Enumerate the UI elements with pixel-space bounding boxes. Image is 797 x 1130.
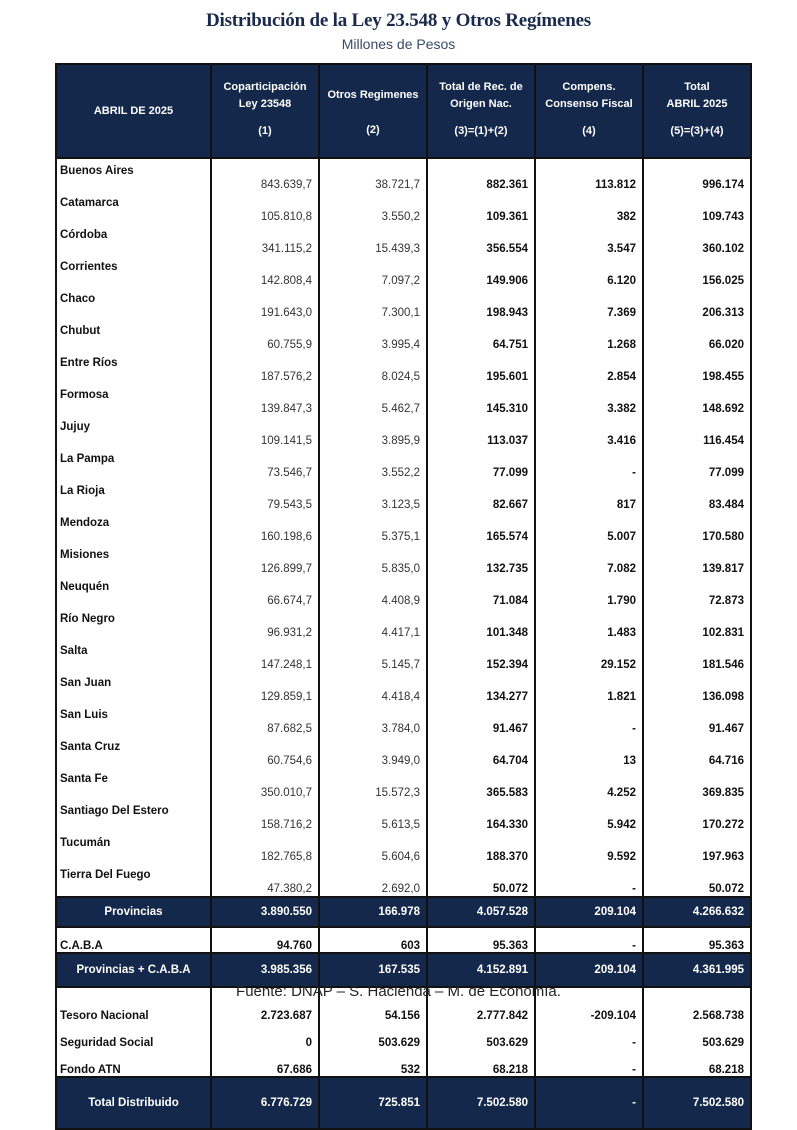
otros-regimenes-cell: 54.156 — [319, 987, 427, 1022]
otros-regimenes-cell: 167.535 — [319, 953, 427, 987]
otros-regimenes-cell: 5.145,7 — [319, 640, 427, 672]
compens-consenso-cell: 1.483 — [535, 608, 643, 640]
total-distribuido-row — [56, 1077, 751, 1129]
total-abril-cell: 170.580 — [643, 512, 751, 544]
total-origen-nac-cell: 64.704 — [427, 736, 535, 768]
total-abril-cell: 148.692 — [643, 384, 751, 416]
otros-regimenes-cell: 5.462,7 — [319, 384, 427, 416]
row-label: Tucumán — [56, 832, 211, 864]
total-abril-cell: 170.272 — [643, 800, 751, 832]
otros-regimenes-cell: 15.439,3 — [319, 224, 427, 256]
compens-consenso-cell: 13 — [535, 736, 643, 768]
coparticipacion-cell: 341.115,2 — [211, 224, 319, 256]
total-abril-cell: 156.025 — [643, 256, 751, 288]
total-abril-cell: 91.467 — [643, 704, 751, 736]
compens-consenso-cell: 9.592 — [535, 832, 643, 864]
row-label: Buenos Aires — [56, 158, 211, 192]
row-label: Salta — [56, 640, 211, 672]
total-abril-cell: 996.174 — [643, 158, 751, 192]
table-row — [56, 704, 751, 736]
otros-regimenes-cell: 3.123,5 — [319, 480, 427, 512]
otros-regimenes-cell: 3.895,9 — [319, 416, 427, 448]
column-header-label: Otros Regimenes — [327, 89, 419, 101]
total-origen-nac-cell: 145.310 — [427, 384, 535, 416]
row-label: San Luis — [56, 704, 211, 736]
row-label: La Rioja — [56, 480, 211, 512]
total-abril-cell: 4.266.632 — [643, 897, 751, 927]
column-header-formula: (5)=(3)+(4) — [670, 125, 724, 137]
total-origen-nac-cell: 4.152.891 — [427, 953, 535, 987]
compens-consenso-cell: 382 — [535, 192, 643, 224]
page-title: Distribución de la Ley 23.548 y Otros Regímenes — [205, 10, 591, 31]
row-label: Total Distribuido — [56, 1077, 211, 1129]
table-row — [56, 864, 751, 897]
table-row — [56, 224, 751, 256]
total-abril-cell: 83.484 — [643, 480, 751, 512]
otros-regimenes-cell: 15.572,3 — [319, 768, 427, 800]
otros-regimenes-cell: 5.375,1 — [319, 512, 427, 544]
coparticipacion-cell: 67.686 — [211, 1049, 319, 1077]
row-label: Santa Fe — [56, 768, 211, 800]
compens-consenso-cell: 113.812 — [535, 158, 643, 192]
column-header-label: ABRIL DE 2025 — [93, 105, 174, 117]
table-row — [56, 832, 751, 864]
total-abril-cell: 102.831 — [643, 608, 751, 640]
otros-regimenes-cell: 7.300,1 — [319, 288, 427, 320]
table-row — [56, 256, 751, 288]
total-origen-nac-cell: 365.583 — [427, 768, 535, 800]
source-footer: Fuente: DNAP – S. Hacienda – M. de Economía. — [236, 983, 561, 1000]
table-row — [56, 800, 751, 832]
total-abril-cell: 136.098 — [643, 672, 751, 704]
total-origen-nac-cell: 50.072 — [427, 864, 535, 897]
coparticipacion-cell: 6.776.729 — [211, 1077, 319, 1129]
column-header-formula: (3)=(1)+(2) — [454, 125, 508, 137]
coparticipacion-cell: 182.765,8 — [211, 832, 319, 864]
row-label: Jujuy — [56, 416, 211, 448]
otros-regimenes-cell: 503.629 — [319, 1022, 427, 1049]
otros-regimenes-cell: 3.995,4 — [319, 320, 427, 352]
column-header-otros-regimenes — [319, 64, 427, 158]
total-origen-nac-cell: 71.084 — [427, 576, 535, 608]
total-abril-cell: 68.218 — [643, 1049, 751, 1077]
row-label: Provincias + C.A.B.A — [56, 953, 211, 987]
table-row — [56, 448, 751, 480]
otros-regimenes-cell: 4.408,9 — [319, 576, 427, 608]
compens-consenso-cell: - — [535, 448, 643, 480]
total-abril-cell: 95.363 — [643, 927, 751, 953]
table-row — [56, 736, 751, 768]
total-origen-nac-cell: 95.363 — [427, 927, 535, 953]
provinces-body — [56, 158, 751, 897]
total-origen-nac-cell: 134.277 — [427, 672, 535, 704]
row-label: Santa Cruz — [56, 736, 211, 768]
compens-consenso-cell: - — [535, 1049, 643, 1077]
otros-regimenes-cell: 5.604,6 — [319, 832, 427, 864]
total-abril-cell: 181.546 — [643, 640, 751, 672]
coparticipacion-cell: 66.674,7 — [211, 576, 319, 608]
column-header-label: Total de Rec. de Origen Nac. — [439, 81, 523, 110]
row-label: Provincias — [56, 897, 211, 927]
summary-body — [56, 897, 751, 1129]
coparticipacion-cell: 191.643,0 — [211, 288, 319, 320]
total-origen-nac-cell: 68.218 — [427, 1049, 535, 1077]
table-row — [56, 608, 751, 640]
provincias-total-row — [56, 897, 751, 927]
compens-consenso-cell: 3.547 — [535, 224, 643, 256]
total-abril-cell: 109.743 — [643, 192, 751, 224]
row-label: Tierra Del Fuego — [56, 864, 211, 897]
total-origen-nac-cell: 77.099 — [427, 448, 535, 480]
coparticipacion-cell: 94.760 — [211, 927, 319, 953]
row-label: Catamarca — [56, 192, 211, 224]
column-header-formula: (2) — [366, 124, 380, 136]
row-label: Entre Ríos — [56, 352, 211, 384]
table-row — [56, 192, 751, 224]
otros-regimenes-cell: 3.552,2 — [319, 448, 427, 480]
total-abril-cell: 66.020 — [643, 320, 751, 352]
row-label: Seguridad Social — [56, 1022, 211, 1049]
coparticipacion-cell: 0 — [211, 1022, 319, 1049]
page-subtitle: Millones de Pesos — [341, 36, 456, 52]
coparticipacion-cell: 60.754,6 — [211, 736, 319, 768]
total-abril-cell: 72.873 — [643, 576, 751, 608]
column-header-label: Compens. Consenso Fiscal — [545, 81, 633, 110]
coparticipacion-cell: 109.141,5 — [211, 416, 319, 448]
compens-consenso-cell: 1.790 — [535, 576, 643, 608]
table-row — [56, 512, 751, 544]
otros-regimenes-cell: 38.721,7 — [319, 158, 427, 192]
coparticipacion-cell: 3.985.356 — [211, 953, 319, 987]
coparticipacion-cell: 3.890.550 — [211, 897, 319, 927]
total-origen-nac-cell: 882.361 — [427, 158, 535, 192]
total-origen-nac-cell: 7.502.580 — [427, 1077, 535, 1129]
caba-row — [56, 927, 751, 953]
coparticipacion-cell: 47.380,2 — [211, 864, 319, 897]
compens-consenso-cell: - — [535, 704, 643, 736]
total-abril-cell: 503.629 — [643, 1022, 751, 1049]
compens-consenso-cell: 1.821 — [535, 672, 643, 704]
total-origen-nac-cell: 149.906 — [427, 256, 535, 288]
total-abril-cell: 7.502.580 — [643, 1077, 751, 1129]
coparticipacion-cell: 187.576,2 — [211, 352, 319, 384]
total-abril-cell: 197.963 — [643, 832, 751, 864]
otros-regimenes-cell: 8.024,5 — [319, 352, 427, 384]
coparticipacion-cell: 158.716,2 — [211, 800, 319, 832]
coparticipacion-cell: 105.810,8 — [211, 192, 319, 224]
total-abril-cell: 139.817 — [643, 544, 751, 576]
total-origen-nac-cell: 198.943 — [427, 288, 535, 320]
row-label: Chubut — [56, 320, 211, 352]
compens-consenso-cell: - — [535, 1022, 643, 1049]
coparticipacion-cell: 79.543,5 — [211, 480, 319, 512]
table-row — [56, 288, 751, 320]
coparticipacion-cell: 160.198,6 — [211, 512, 319, 544]
total-origen-nac-cell: 82.667 — [427, 480, 535, 512]
otros-regimenes-cell: 3.550,2 — [319, 192, 427, 224]
row-label: Río Negro — [56, 608, 211, 640]
coparticipacion-cell: 350.010,7 — [211, 768, 319, 800]
otros-regimenes-cell: 725.851 — [319, 1077, 427, 1129]
row-label: Tesoro Nacional — [56, 987, 211, 1022]
compens-consenso-cell: 5.942 — [535, 800, 643, 832]
row-label: Córdoba — [56, 224, 211, 256]
table-header-row — [56, 64, 751, 158]
coparticipacion-cell: 129.859,1 — [211, 672, 319, 704]
table-row — [56, 576, 751, 608]
total-abril-cell: 50.072 — [643, 864, 751, 897]
compens-consenso-cell: 7.369 — [535, 288, 643, 320]
otros-regimenes-cell: 3.949,0 — [319, 736, 427, 768]
table-row — [56, 158, 751, 192]
column-header-formula: (4) — [582, 125, 596, 137]
table-row — [56, 1049, 751, 1077]
total-origen-nac-cell: 188.370 — [427, 832, 535, 864]
coparticipacion-cell: 60.755,9 — [211, 320, 319, 352]
compens-consenso-cell: - — [535, 1077, 643, 1129]
total-origen-nac-cell: 503.629 — [427, 1022, 535, 1049]
row-label: La Pampa — [56, 448, 211, 480]
otros-regimenes-cell: 2.692,0 — [319, 864, 427, 897]
coparticipacion-cell: 73.546,7 — [211, 448, 319, 480]
column-header-total-abril — [643, 64, 751, 158]
coparticipacion-cell: 843.639,7 — [211, 158, 319, 192]
provincias-caba-total-row — [56, 953, 751, 987]
compens-consenso-cell: 3.416 — [535, 416, 643, 448]
otros-regimenes-cell: 4.418,4 — [319, 672, 427, 704]
total-origen-nac-cell: 132.735 — [427, 544, 535, 576]
column-header-compens-consenso-fiscal — [535, 64, 643, 158]
otros-regimenes-cell: 532 — [319, 1049, 427, 1077]
total-origen-nac-cell: 152.394 — [427, 640, 535, 672]
otros-regimenes-cell: 5.835,0 — [319, 544, 427, 576]
total-abril-cell: 360.102 — [643, 224, 751, 256]
compens-consenso-cell: - — [535, 864, 643, 897]
total-origen-nac-cell: 113.037 — [427, 416, 535, 448]
row-label: San Juan — [56, 672, 211, 704]
total-origen-nac-cell: 101.348 — [427, 608, 535, 640]
compens-consenso-cell: 209.104 — [535, 897, 643, 927]
row-label: Santiago Del Estero — [56, 800, 211, 832]
table-row — [56, 352, 751, 384]
column-header-coparticipacion — [211, 64, 319, 158]
otros-regimenes-cell: 166.978 — [319, 897, 427, 927]
table-row — [56, 768, 751, 800]
compens-consenso-cell: 209.104 — [535, 953, 643, 987]
row-label: C.A.B.A — [56, 927, 211, 953]
table-row — [56, 480, 751, 512]
otros-regimenes-cell: 4.417,1 — [319, 608, 427, 640]
compens-consenso-cell: -209.104 — [535, 987, 643, 1022]
otros-regimenes-cell: 3.784,0 — [319, 704, 427, 736]
compens-consenso-cell: 5.007 — [535, 512, 643, 544]
total-origen-nac-cell: 64.751 — [427, 320, 535, 352]
compens-consenso-cell: 4.252 — [535, 768, 643, 800]
total-origen-nac-cell: 164.330 — [427, 800, 535, 832]
coparticipacion-cell: 96.931,2 — [211, 608, 319, 640]
coparticipacion-cell: 126.899,7 — [211, 544, 319, 576]
table-row — [56, 640, 751, 672]
otros-regimenes-cell: 5.613,5 — [319, 800, 427, 832]
total-origen-nac-cell: 165.574 — [427, 512, 535, 544]
column-header-formula: (1) — [258, 125, 272, 137]
table-row — [56, 1022, 751, 1049]
total-abril-cell: 206.313 — [643, 288, 751, 320]
compens-consenso-cell: - — [535, 927, 643, 953]
otros-regimenes-cell: 603 — [319, 927, 427, 953]
row-label: Mendoza — [56, 512, 211, 544]
column-header-label: Coparticipación Ley 23548 — [223, 81, 307, 110]
total-origen-nac-cell: 2.777.842 — [427, 987, 535, 1022]
total-abril-cell: 116.454 — [643, 416, 751, 448]
column-header-total-origen-nac — [427, 64, 535, 158]
row-label: Neuquén — [56, 576, 211, 608]
table-row — [56, 544, 751, 576]
row-label: Corrientes — [56, 256, 211, 288]
row-label: Fondo ATN — [56, 1049, 211, 1077]
total-abril-cell: 369.835 — [643, 768, 751, 800]
row-label: Formosa — [56, 384, 211, 416]
row-label: Chaco — [56, 288, 211, 320]
otros-regimenes-cell: 7.097,2 — [319, 256, 427, 288]
compens-consenso-cell: 3.382 — [535, 384, 643, 416]
total-origen-nac-cell: 4.057.528 — [427, 897, 535, 927]
compens-consenso-cell: 1.268 — [535, 320, 643, 352]
table-row — [56, 416, 751, 448]
total-abril-cell: 64.716 — [643, 736, 751, 768]
column-header-period — [56, 64, 211, 158]
column-header-label: Total ABRIL 2025 — [666, 81, 728, 110]
compens-consenso-cell: 7.082 — [535, 544, 643, 576]
distribution-table — [55, 63, 752, 1130]
coparticipacion-cell: 139.847,3 — [211, 384, 319, 416]
table-row — [56, 672, 751, 704]
coparticipacion-cell: 142.808,4 — [211, 256, 319, 288]
table-row — [56, 384, 751, 416]
total-origen-nac-cell: 195.601 — [427, 352, 535, 384]
total-abril-cell: 198.455 — [643, 352, 751, 384]
total-abril-cell: 4.361.995 — [643, 953, 751, 987]
coparticipacion-cell: 87.682,5 — [211, 704, 319, 736]
total-origen-nac-cell: 109.361 — [427, 192, 535, 224]
compens-consenso-cell: 817 — [535, 480, 643, 512]
compens-consenso-cell: 29.152 — [535, 640, 643, 672]
row-label: Misiones — [56, 544, 211, 576]
total-abril-cell: 2.568.738 — [643, 987, 751, 1022]
total-origen-nac-cell: 356.554 — [427, 224, 535, 256]
table-row — [56, 320, 751, 352]
total-origen-nac-cell: 91.467 — [427, 704, 535, 736]
coparticipacion-cell: 147.248,1 — [211, 640, 319, 672]
total-abril-cell: 77.099 — [643, 448, 751, 480]
compens-consenso-cell: 6.120 — [535, 256, 643, 288]
compens-consenso-cell: 2.854 — [535, 352, 643, 384]
coparticipacion-cell: 2.723.687 — [211, 987, 319, 1022]
